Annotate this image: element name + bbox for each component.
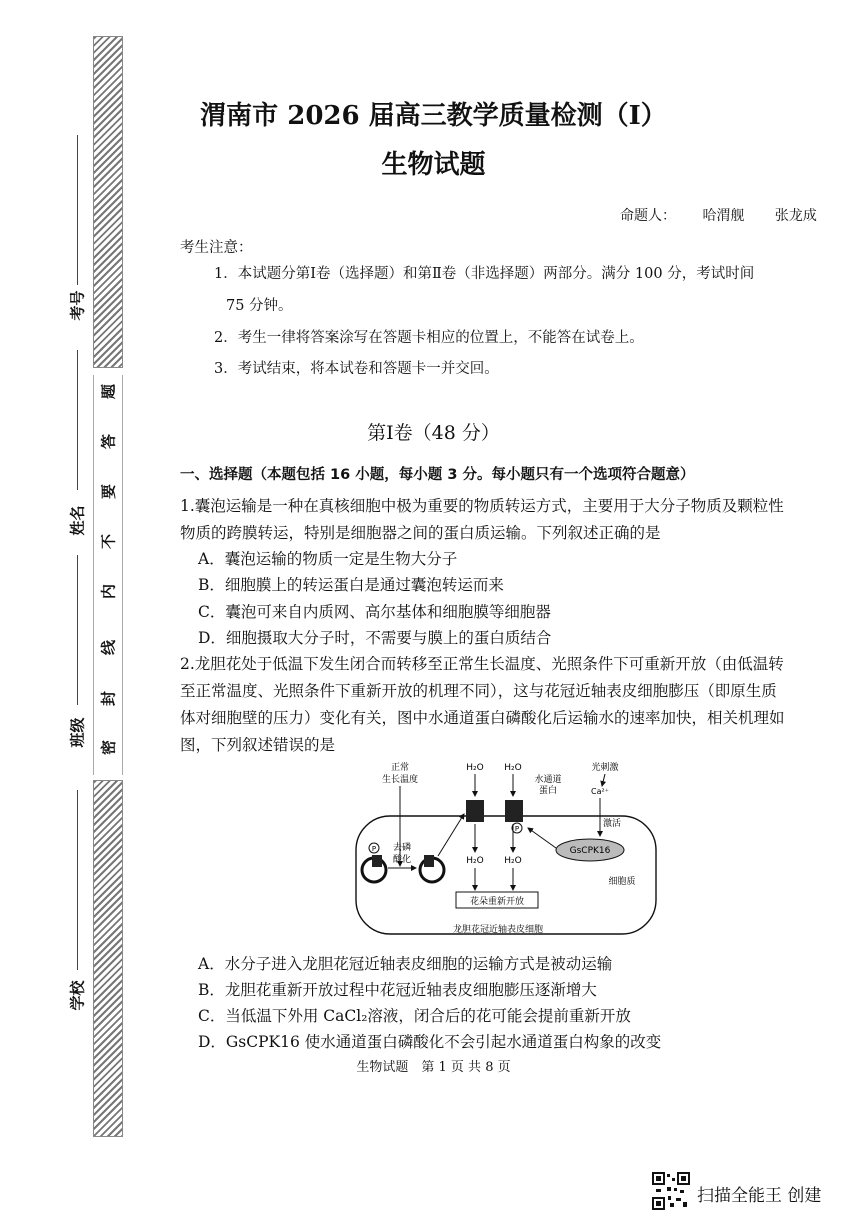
label-normal-temp: 正常 <box>390 763 410 773</box>
exam-title: 渭南市 2026 届高三教学质量检测（Ⅰ） <box>200 101 667 131</box>
label-h2o-in-2: H₂O <box>504 856 522 866</box>
seal-char: 封 <box>99 691 118 707</box>
authors-label: 命题人： <box>620 208 676 224</box>
scanner-watermark: 扫描全能王 创建 <box>697 1186 822 1206</box>
q1-stem-line-2: 物质的跨膜转运，特别是细胞器之间的蛋白质运输。下列叙述正确的是 <box>180 524 661 542</box>
label-channel: 水通道 <box>534 775 562 785</box>
phospho-p-channel: P <box>514 825 520 833</box>
mechanism-figure <box>350 758 670 944</box>
water-channel-1 <box>466 800 484 822</box>
label-h2o-top-1: H₂O <box>466 763 484 773</box>
label-h2o-top-2: H₂O <box>504 763 522 773</box>
q2-option-d: D．GsCPK16 使水通道蛋白磷酸化不会引起水通道蛋白构象的改变 <box>198 1033 662 1051</box>
vesicle-channel-right <box>424 855 434 867</box>
q1-option-d: D．细胞摄取大分子时，不需要与膜上的蛋白质结合 <box>198 629 552 647</box>
q2-stem-line-4: 图，下列叙述错误的是 <box>180 736 336 754</box>
seal-char: 要 <box>99 484 118 500</box>
field-line-class[interactable] <box>77 555 78 705</box>
notice-item-3: 3．考试结束，将本试卷和答题卡一并交回。 <box>214 361 499 377</box>
field-label-name: 姓名 <box>68 505 87 536</box>
q2-option-a: A．水分子进入龙胆花冠近轴表皮细胞的运输方式是被动运输 <box>198 955 613 973</box>
label-channel-2: 蛋白 <box>538 786 558 796</box>
section-title: 第Ⅰ卷（48 分） <box>367 422 500 444</box>
label-reopen: 花朵重新开放 <box>469 897 525 907</box>
author-2: 张龙成 <box>774 208 817 224</box>
binding-hatch-top <box>93 36 123 368</box>
arrow-enzyme-to-channel <box>528 828 556 848</box>
section-heading: 一、选择题（本题包括 16 小题，每小题 3 分。每小题只有一个选项符合题意） <box>180 467 695 483</box>
seal-char: 线 <box>99 640 118 656</box>
arrow-light <box>602 774 605 786</box>
q1-option-c: C．囊泡可来自内质网、高尔基体和细胞膜等细胞器 <box>198 603 551 621</box>
seal-char: 不 <box>99 534 118 550</box>
q2-option-b: B．龙胆花重新开放过程中花冠近轴表皮细胞膨压逐渐增大 <box>198 981 597 999</box>
seal-char: 题 <box>99 384 118 400</box>
field-label-exam-no: 考号 <box>68 290 87 321</box>
label-h2o-in-1: H₂O <box>466 856 484 866</box>
q1-option-b: B．细胞膜上的转运蛋白是通过囊泡转运而来 <box>198 576 504 594</box>
q1-stem-line-1: 1.囊泡运输是一种在真核细胞中极为重要的物质转运方式，主要用于大分子物质及颗粒性 <box>180 497 784 515</box>
notice-heading: 考生注意： <box>180 240 253 256</box>
label-dephos: 去磷 <box>392 843 412 853</box>
label-light: 光刺激 <box>591 763 619 773</box>
author-1: 哈渭舰 <box>702 208 745 224</box>
label-dephos-2: 酸化 <box>392 855 412 865</box>
seal-char: 密 <box>99 740 118 756</box>
q2-stem-line-1: 2.龙胆花处于低温下发生闭合而转移至正常生长温度、光照条件下可重新开放（由低温转 <box>180 655 784 673</box>
label-cytoplasm: 细胞质 <box>608 877 636 887</box>
notice-item-1: 1．本试题分第Ⅰ卷（选择题）和第Ⅱ卷（非选择题）两部分。满分 100 分，考试时间 <box>214 266 755 282</box>
q1-option-a: A．囊泡运输的物质一定是生物大分子 <box>198 550 458 568</box>
seal-char: 答 <box>99 434 118 450</box>
cell-outline <box>356 816 656 934</box>
field-label-school: 学校 <box>68 980 87 1011</box>
binding-hatch-bottom <box>93 780 123 1137</box>
label-activate: 激活 <box>602 819 622 829</box>
subject-title: 生物试题 <box>381 150 486 180</box>
qr-code-icon <box>652 1172 690 1210</box>
q2-option-c: C．当低温下外用 CaCl₂溶液，闭合后的花可能会提前重新开放 <box>198 1007 631 1025</box>
field-label-class: 班级 <box>68 717 87 748</box>
q2-stem-line-3: 体对细胞壁的压力）变化有关，图中水通道蛋白磷酸化后运输水的速率加快，相关机理如 <box>180 709 785 727</box>
label-normal-temp-2: 生长温度 <box>381 775 419 785</box>
field-line-school[interactable] <box>77 790 78 970</box>
authors <box>620 205 817 225</box>
vesicle-channel-left <box>372 855 382 867</box>
phospho-p-vesicle: P <box>371 845 377 853</box>
q2-stem-line-2: 至正常温度、光照条件下重新开放的机理不同），这与花冠近轴表皮细胞膨压（即原生质 <box>180 682 777 700</box>
label-enzyme: GsCPK16 <box>569 846 611 856</box>
seal-char: 内 <box>99 584 118 600</box>
notice-item-1-cont: 75 分钟。 <box>226 298 293 314</box>
arrow-vesicle-to-membrane <box>438 814 464 856</box>
notice-item-2: 2．考生一律将答案涂写在答题卡相应的位置上，不能答在试卷上。 <box>214 330 644 346</box>
water-channel-2 <box>505 800 523 822</box>
label-ca: Ca²⁺ <box>591 787 609 796</box>
label-cell: 龙胆花冠近轴表皮细胞 <box>452 925 544 935</box>
page-footer: 生物试题 第 1 页 共 8 页 <box>356 1060 511 1075</box>
